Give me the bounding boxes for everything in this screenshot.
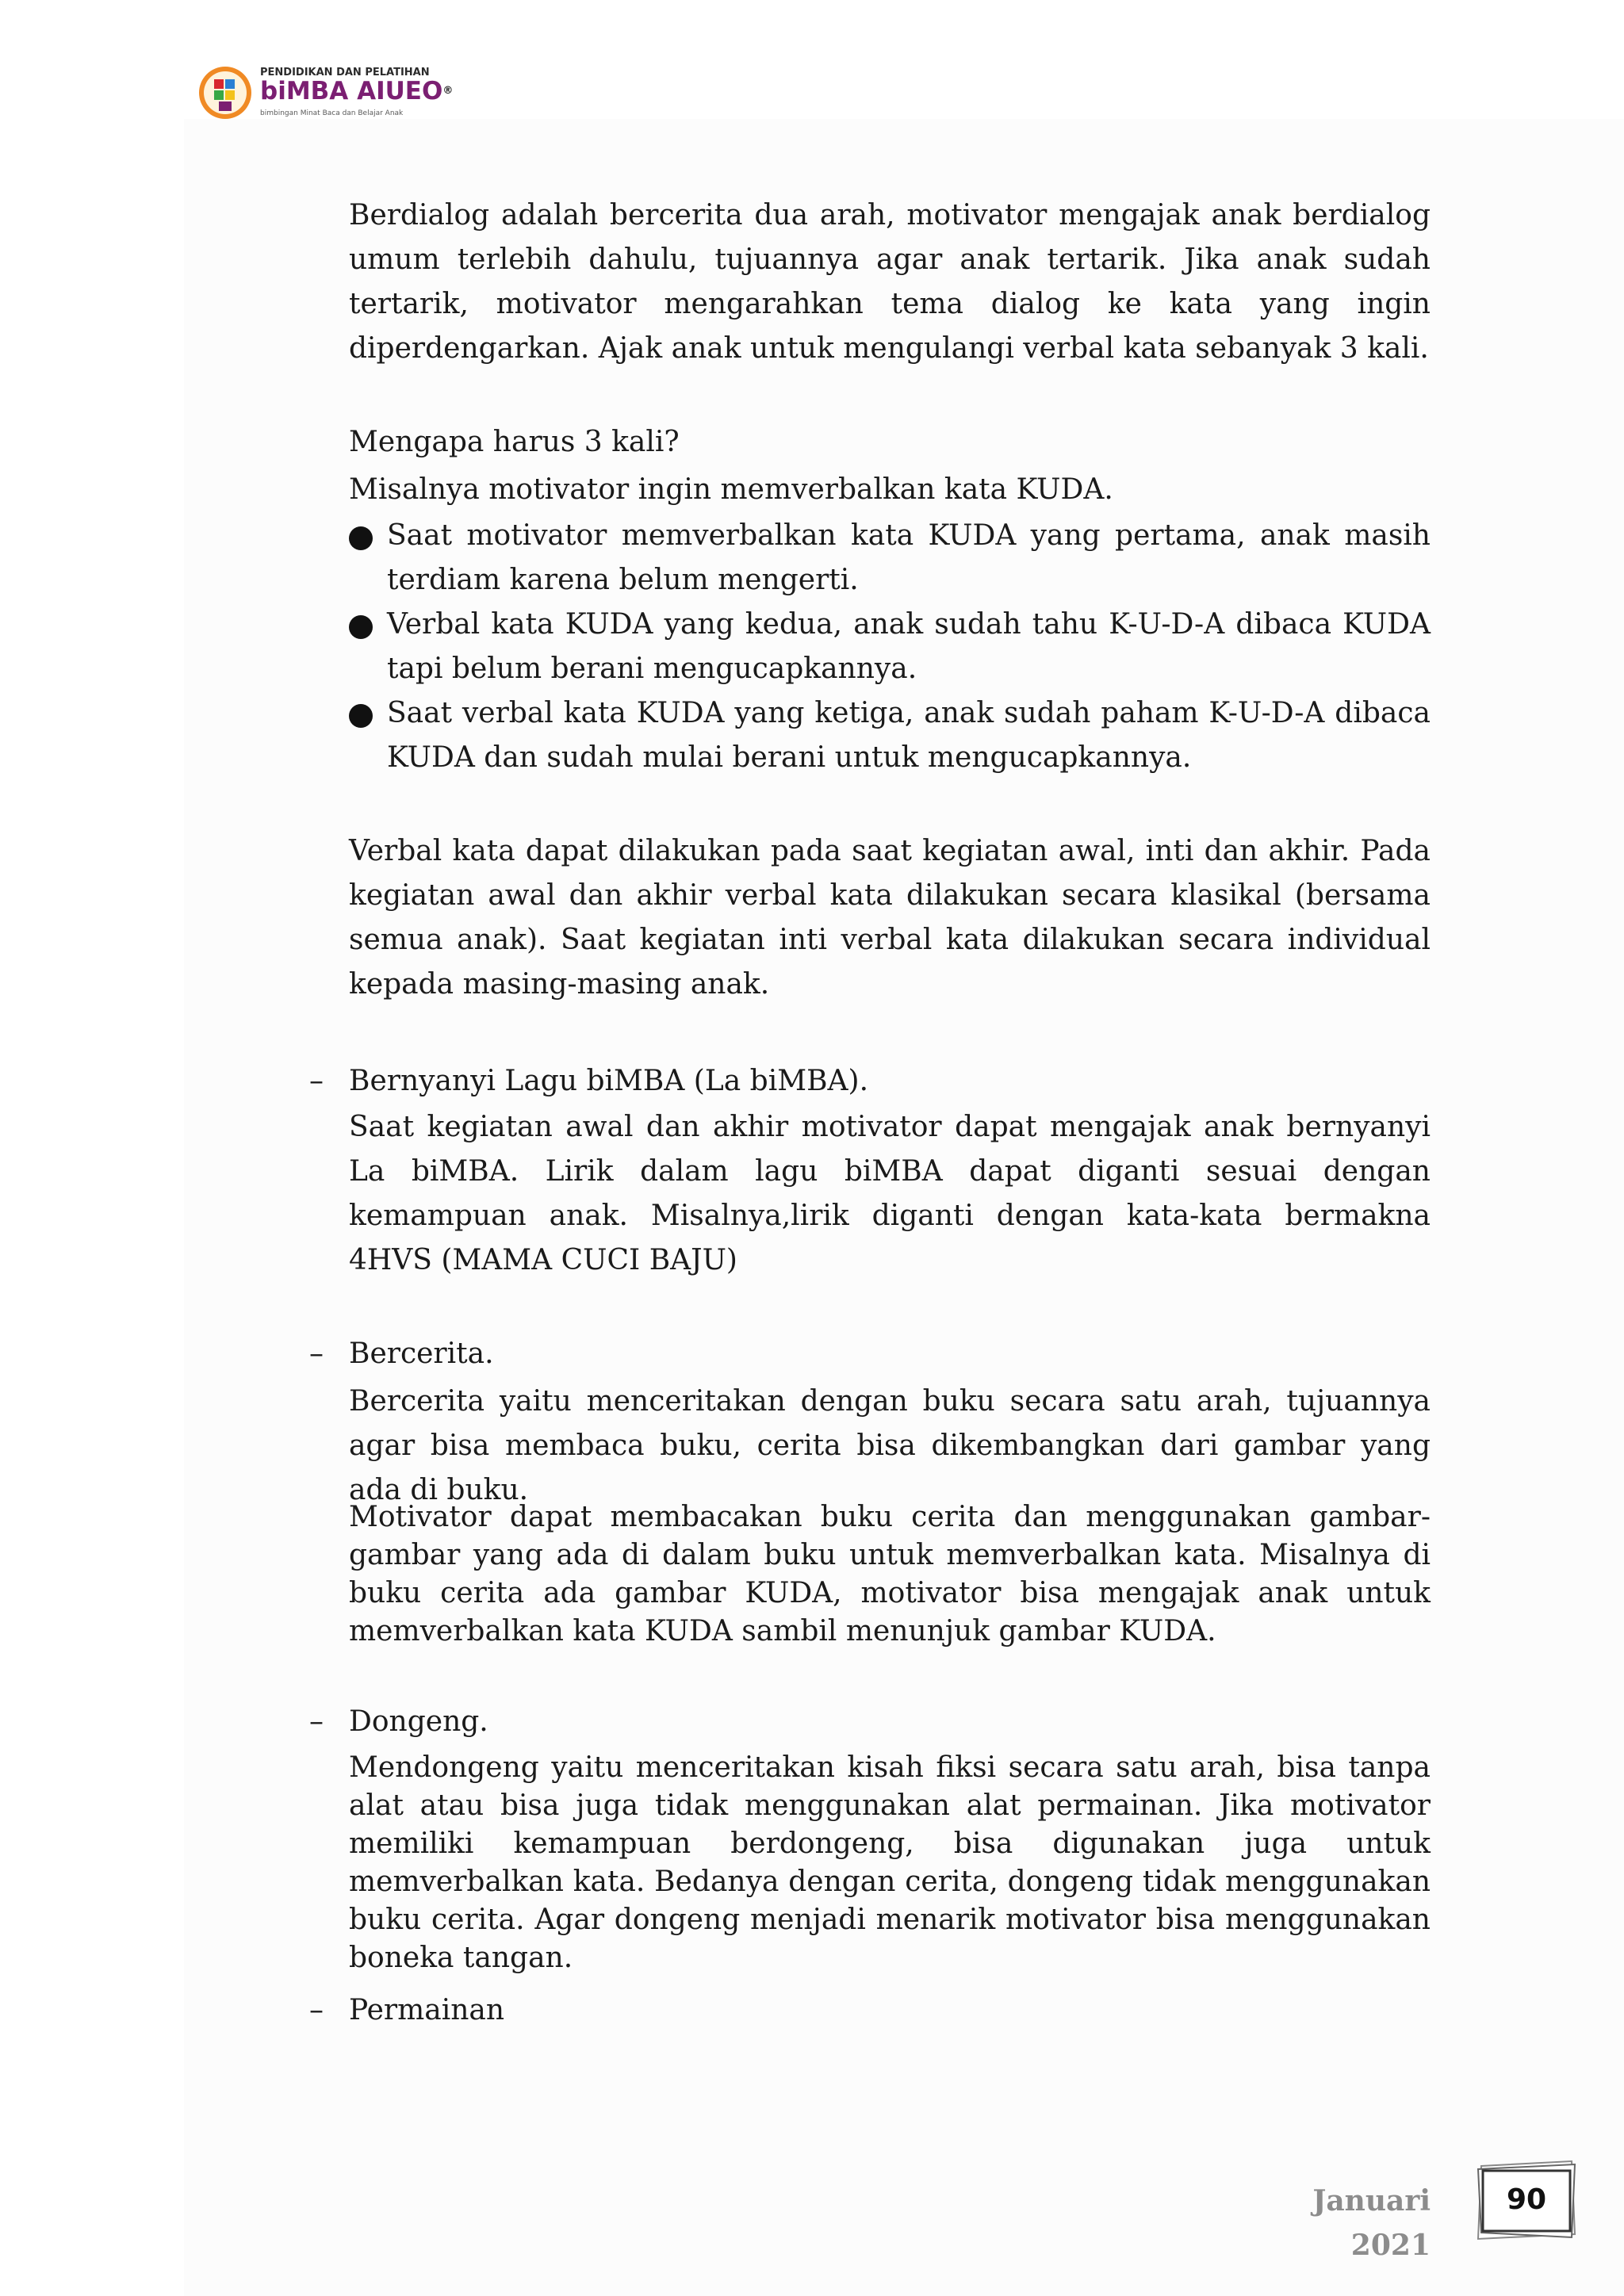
section-heading-text: Dongeng. [349, 1705, 488, 1738]
question-line: Mengapa harus 3 kali? [349, 426, 680, 458]
logo-brand-name: biMBA AIUEO [260, 77, 443, 105]
section-heading-permainan [309, 1988, 1431, 2033]
logo-badge-icon [198, 62, 252, 124]
section-body-bercerita: Bercerita yaitu menceritakan dengan buku secara satu arah, tujuannya agar bisa membaca buku, cerita bisa dikembangkan dari gambar yang ada di buku. [349, 1385, 1431, 1506]
bullet-dot-icon [349, 704, 373, 728]
section-heading-text: Bernyanyi Lagu biMBA (La biMBA). [349, 1065, 869, 1097]
verbal-paragraph: Verbal kata dapat dilakukan pada saat kegiatan awal, inti dan akhir. Pada kegiatan awal dan akhir verbal kata dilakukan secara klasikal (bersama semua anak). Saat kegiatan inti verbal kata dilakukan secara individual kepada masing-masing anak. [349, 835, 1431, 1001]
page-number: 90 [1506, 2183, 1547, 2216]
section-body-bernyanyi: Saat kegiatan awal dan akhir motivator dapat mengajak anak bernyanyi La biMBA. Lirik dalam lagu biMBA dapat diganti sesuai dengan kemampuan anak. Misalnya,lirik diganti dengan kata-kata bermakna 4HVS (MAMA CUCI BAJU) [349, 1111, 1431, 1276]
section-body-bercerita-2: Motivator dapat membacakan buku cerita dan menggunakan gambar-gambar yang ada di dalam buku untuk memverbalkan kata. Misalnya di buku cerita ada gambar KUDA, motivator bisa mengajak anak untuk memverbalkan kata KUDA sambil menunjuk gambar KUDA. [349, 1501, 1431, 1647]
bullet-text: Saat verbal kata KUDA yang ketiga, anak sudah paham K-U-D-A dibaca KUDA dan sudah mulai berani untuk mengucapkannya. [387, 697, 1431, 774]
logo-top-text: PENDIDIKAN DAN PELATIHAN [260, 67, 430, 78]
section-heading-bernyanyi [309, 1059, 1431, 1104]
section-heading-bercerita [309, 1332, 1431, 1376]
intro-paragraph: Berdialog adalah bercerita dua arah, motivator mengajak anak berdialog umum terlebih dahulu, tujuannya agar anak tertarik. Jika anak sudah tertarik, motivator mengarahkan tema dialog ke kata yang ingin diperdengarkan. Ajak anak untuk mengulangi verbal kata sebanyak 3 kali. [349, 199, 1431, 365]
dash-bullet: – [309, 1065, 324, 1097]
section-heading-text: Bercerita. [349, 1337, 494, 1370]
footer-date: Januari 2021 [1312, 2184, 1431, 2262]
section-body-dongeng: Mendongeng yaitu menceritakan kisah fiksi secara satu arah, bisa tanpa alat atau bisa juga tidak menggunakan alat permainan. Jika motivator memiliki kemampuan berdongeng, bisa digunakan juga untuk memverbalkan kata. Bedanya dengan cerita, dongeng tidak menggunakan buku cerita. Agar dongeng menjadi menarik motivator bisa menggunakan boneka tangan. [349, 1751, 1431, 1974]
bullet-dot-icon [349, 526, 373, 550]
logo-brand-text [260, 78, 453, 105]
dash-bullet: – [309, 1994, 324, 2026]
bullet-text: Verbal kata KUDA yang kedua, anak sudah tahu K-U-D-A dibaca KUDA tapi belum berani mengucapkannya. [387, 608, 1431, 685]
bullet-text: Saat motivator memverbalkan kata KUDA yang pertama, anak masih terdiam karena belum mengerti. [387, 519, 1431, 596]
logo [198, 62, 454, 130]
dash-bullet: – [309, 1337, 324, 1370]
bullet-dot-icon [349, 615, 373, 639]
dash-bullet: – [309, 1705, 324, 1738]
section-heading-dongeng [309, 1700, 1431, 1744]
example-line: Misalnya motivator ingin memverbalkan kata KUDA. [349, 473, 1113, 506]
registered-icon: ® [442, 85, 454, 97]
logo-tagline: bimbingan Minat Baca dan Belajar Anak [260, 109, 404, 117]
section-heading-text: Permainan [349, 1994, 505, 2026]
